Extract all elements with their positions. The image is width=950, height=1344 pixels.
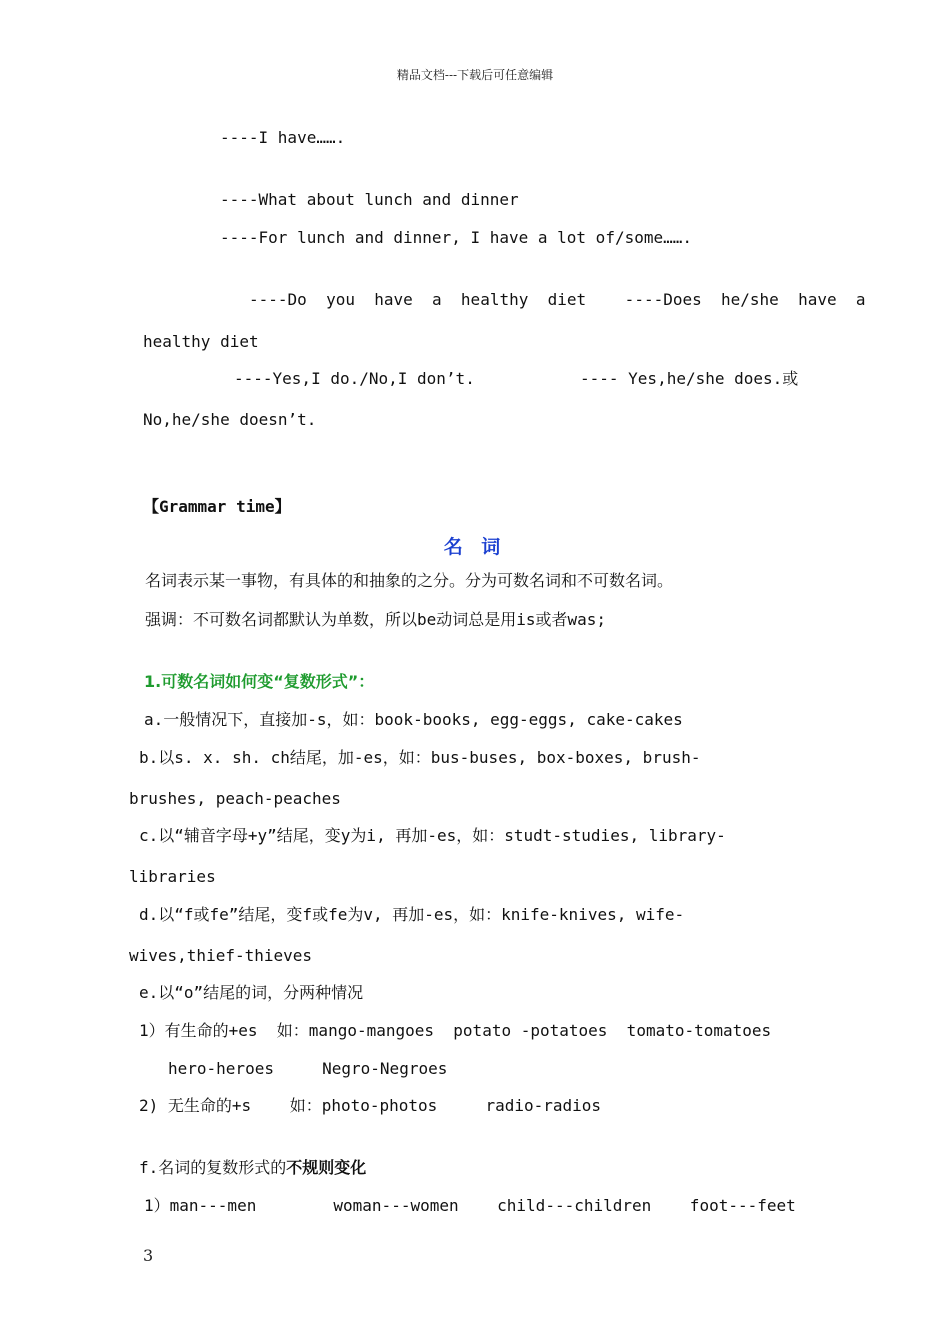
- rule-line: a.一般情况下，直接加-s，如：book-books, egg-eggs, cake-cakes: [144, 710, 683, 729]
- rule-line: b.以s. x. sh. ch结尾，加-es，如：bus-buses, box-boxes, brush-: [139, 748, 701, 767]
- rule-line: brushes, peach-peaches: [129, 789, 341, 808]
- intro-line: 名词表示某一事物，有具体的和抽象的之分。分为可数名词和不可数名词。: [145, 571, 674, 590]
- dialogue-line: No,he/she doesn’t.: [143, 410, 317, 429]
- page-header: 精品文档---下载后可任意编辑: [396, 68, 554, 82]
- rule-heading: 1.可数名词如何变“复数形式”：: [144, 672, 375, 691]
- section-title: 名 词: [443, 536, 507, 558]
- dialogue-line: ----What about lunch and dinner: [220, 190, 519, 209]
- dialogue-line: ---- Yes,he/she does.或: [580, 369, 799, 388]
- rule-line: d.以“f或fe”结尾，变f或fe为v, 再加-es，如：knife-knives, wife-: [139, 905, 685, 924]
- dialogue-line: healthy diet: [143, 332, 259, 351]
- dialogue-line: ----Do you have a healthy diet ----Does he/she have a: [249, 290, 866, 309]
- rule-f-prefix: f.名词的复数形式的: [139, 1158, 287, 1177]
- dialogue-line: ----For lunch and dinner, I have a lot of/some…….: [220, 228, 693, 247]
- rule-line: hero-heroes Negro-Negroes: [168, 1059, 448, 1078]
- rule-line: 2) 无生命的+s 如：photo-photos radio-radios: [139, 1096, 602, 1115]
- rule-line: wives,thief-thieves: [129, 946, 313, 965]
- dialogue-line: ----I have…….: [220, 128, 346, 147]
- rule-line: c.以“辅音字母+y”结尾，变y为i, 再加-es，如：studt-studies, library-: [139, 826, 726, 845]
- rule-f-emphasis: 不规则变化: [286, 1158, 367, 1177]
- intro-line: 强调：不可数名词都默认为单数，所以be动词总是用is或者was;: [145, 610, 607, 629]
- grammar-time-label: 【Grammar time】: [143, 497, 291, 516]
- rule-line: 1）man---men woman---women child---children foot---feet: [144, 1196, 796, 1215]
- rule-line: libraries: [129, 867, 216, 886]
- rule-line: e.以“o”结尾的词，分两种情况: [139, 983, 364, 1002]
- rule-line: 1）有生命的+es 如：mango-mangoes potato -potatoes tomato-tomatoes: [139, 1021, 772, 1040]
- page-number: 3: [143, 1246, 154, 1265]
- rule-line-f: [139, 1158, 366, 1178]
- dialogue-line: ----Yes,I do./No,I don’t.: [234, 369, 475, 388]
